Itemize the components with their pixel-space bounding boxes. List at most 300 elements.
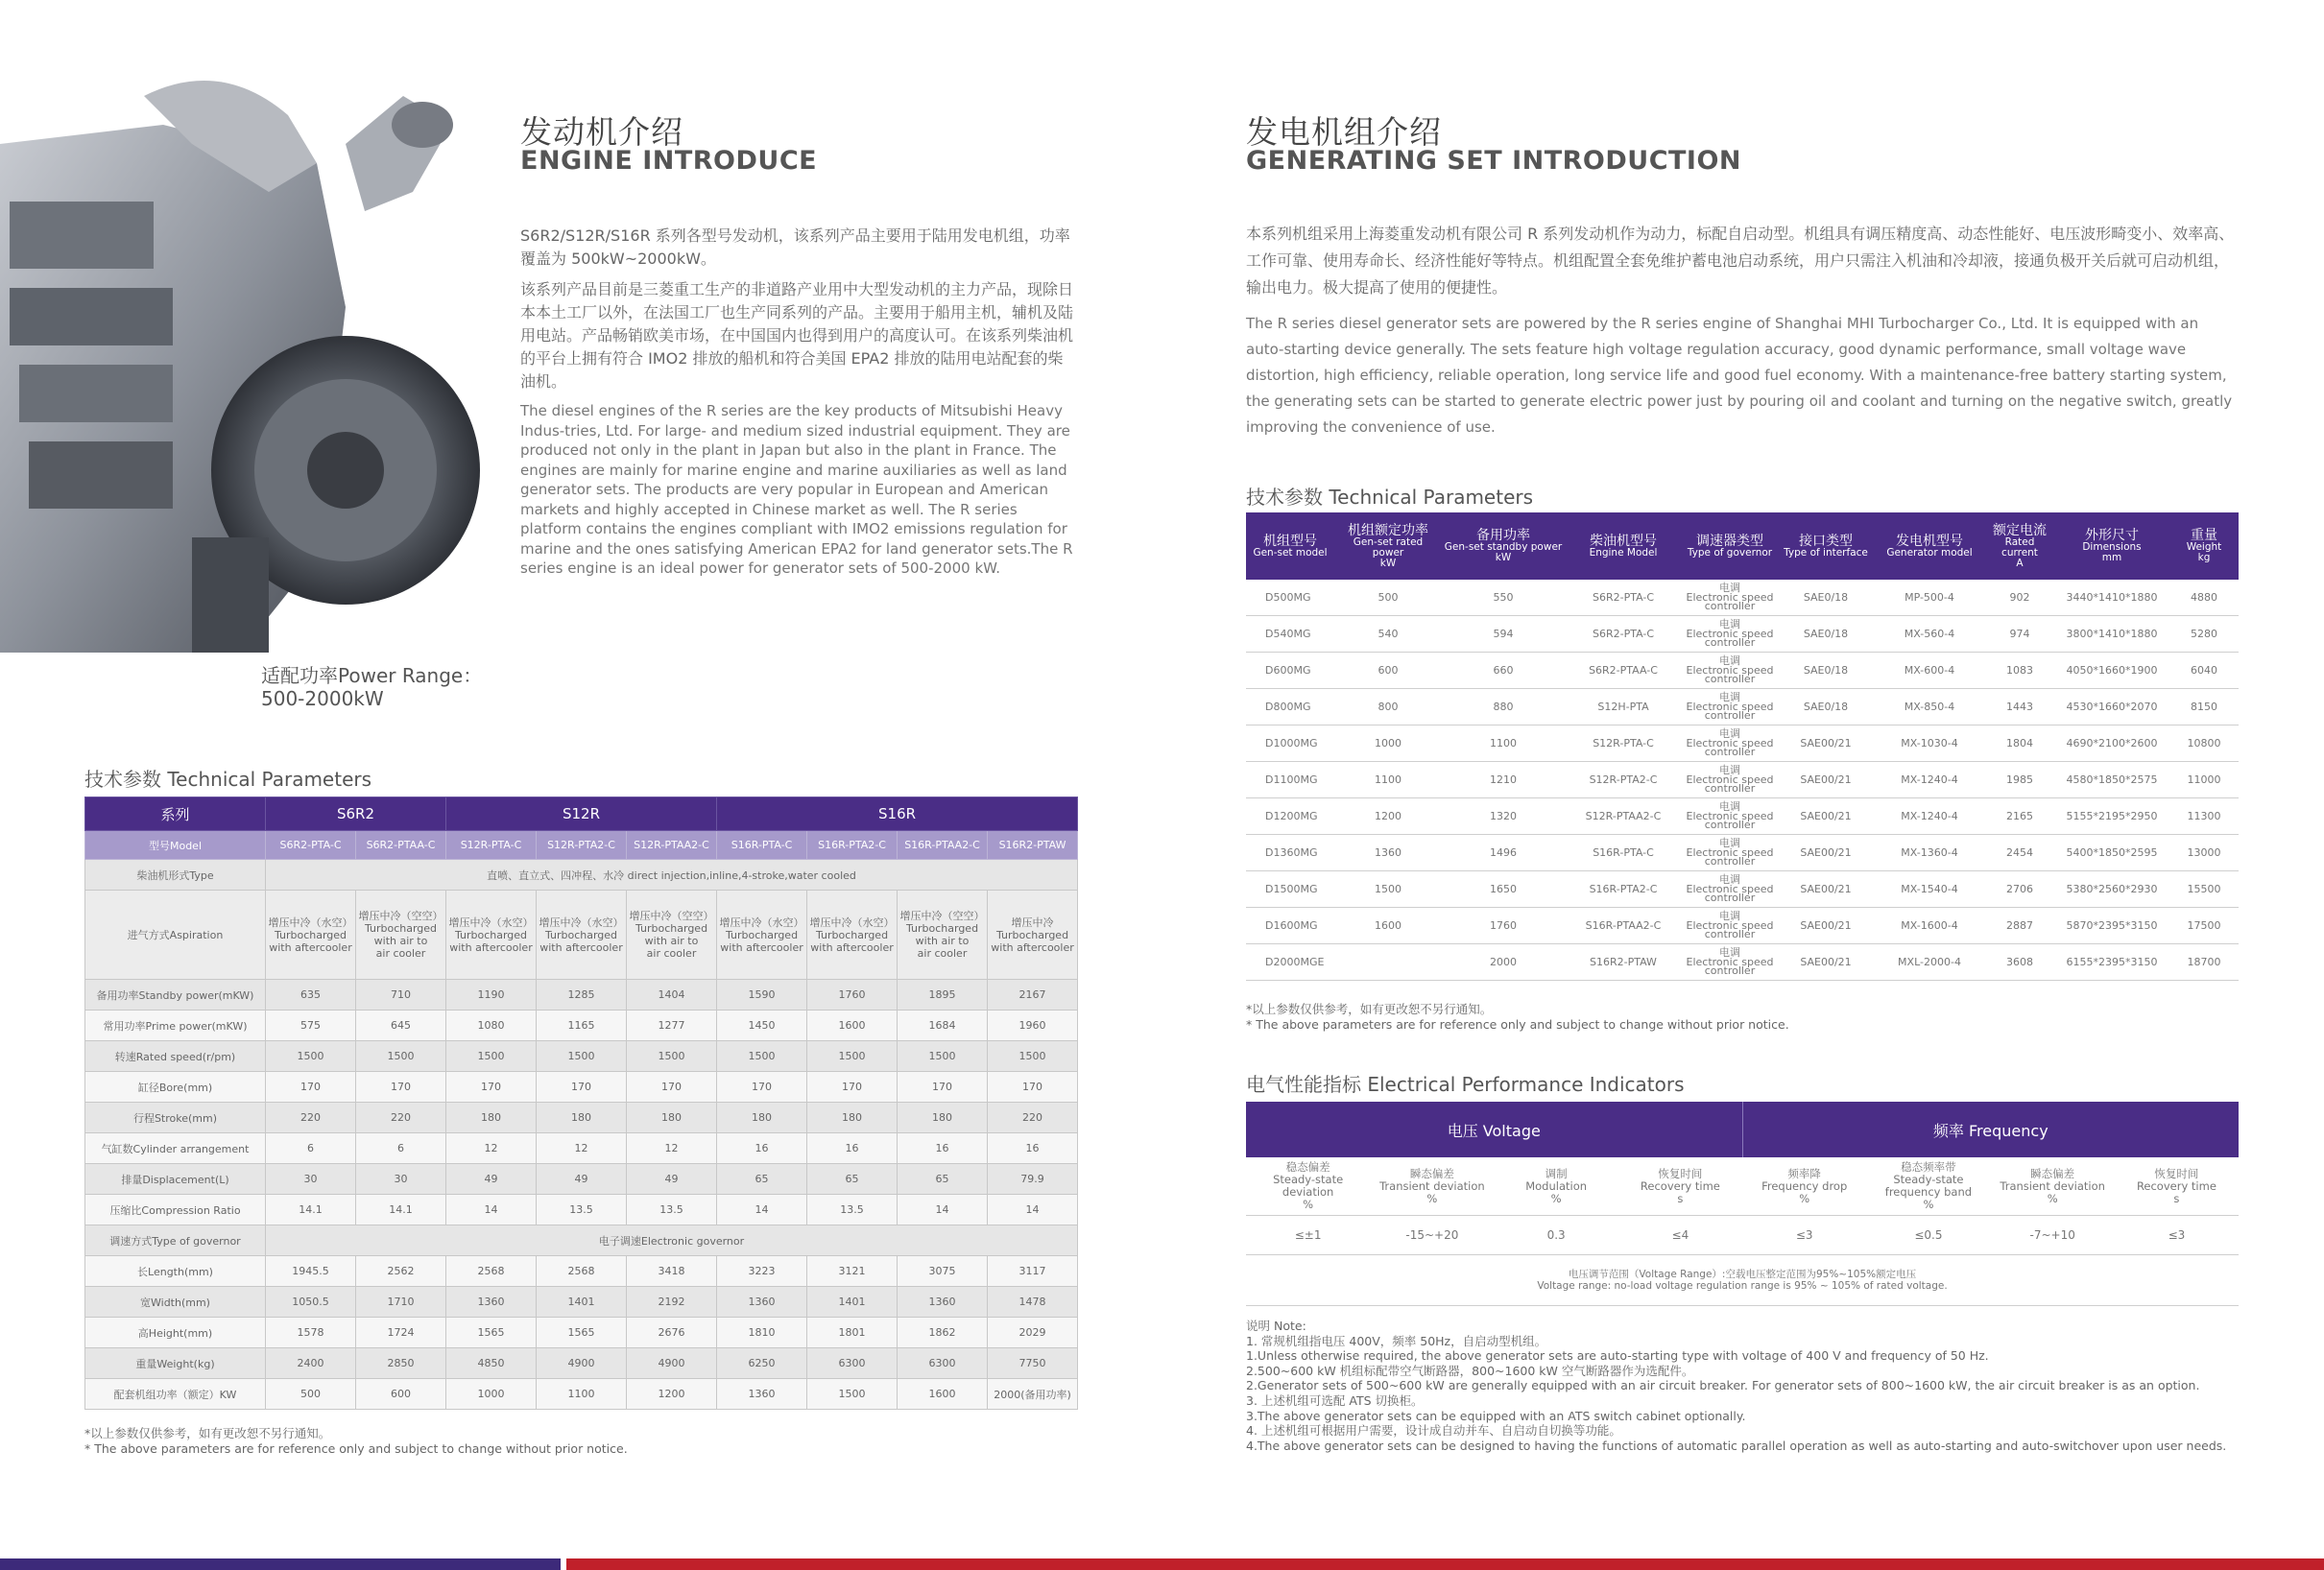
genset-cell: MX-560-4 [1874,616,1985,653]
aspiration-cell [537,891,627,980]
governor-line: controller [1704,600,1756,613]
note-line: 3.The above generator sets can be equipped with an ATS switch cabinet optionally. [1246,1408,1746,1423]
genset-cell: 2454 [1985,835,2054,871]
elec-value: ≤0.5 [1866,1216,1990,1255]
header-en: Generator model [1886,546,1973,559]
genset-cell: 6155*2395*3150 [2054,944,2169,981]
note-line: 3. 上述机组可选配 ATS 切换柜。 [1246,1392,1424,1408]
genset-cell: 1600 [1334,908,1442,944]
governor-line: 电调 [1719,800,1740,814]
elec-sub-line: 稳态频率带 [1901,1160,1956,1174]
genset-para-cn: 本系列机组采用上海菱重发动机有限公司 R 系列发动机作为动力，标配自启动型。机组具有调压精度高、动态性能好、电压波形畸变小、效率高、工作可靠、使用寿命长、经济性能好等特点。机组配置全套免维护蓄电池启动系统，用户只需注入机油和冷却液，接通负极开关后就可启动机组，输出电力。极大提高了使用的便捷性。 [1246,225,2235,297]
genset-cell: SAE00/21 [1778,908,1874,944]
genset-cell: 1760 [1442,908,1565,944]
genset-cell: 880 [1442,689,1565,726]
aspiration-line: Turbocharged [635,922,708,935]
param-value: 1500 [446,1041,537,1072]
aspiration-line: Turbocharged [905,922,979,935]
genset-col-header [1682,512,1778,580]
genset-col-header [2169,512,2239,580]
genset-cell: 10800 [2169,726,2239,762]
governor-cell [1682,798,1778,835]
series-0: S6R2 [266,797,446,831]
genset-cell: 974 [1985,616,2054,653]
param-value: 1000 [446,1379,537,1410]
governor-line: Electronic speed [1686,809,1774,822]
genset-cell: D1200MG [1246,798,1334,835]
genset-col-header [1985,512,2054,580]
param-row [85,1379,1078,1410]
elec-sub-line: Recovery time [2136,1178,2216,1193]
param-value: 710 [356,980,446,1011]
param-row [85,1256,1078,1287]
electrical-table [1246,1102,2239,1306]
notes-block [1246,1319,2226,1453]
footer-bar-red [566,1558,2324,1570]
param-value: 1960 [988,1011,1078,1041]
header-cn: 机组额定功率 [1348,522,1428,538]
param-value: 16 [898,1133,988,1164]
genset-cell: SAE00/21 [1778,835,1874,871]
param-value: 16 [988,1133,1078,1164]
header-cn: 重量 [2191,528,2217,543]
genset-cell: 1985 [1985,762,2054,798]
governor-cell [1682,580,1778,616]
governor-line: 电调 [1719,618,1740,631]
param-row [85,1164,1078,1195]
genset-cell: MX-1360-4 [1874,835,1985,871]
elec-sub-line: Transient deviation [2000,1178,2105,1193]
header-en: A [2016,557,2024,569]
genset-cell: 1443 [1985,689,2054,726]
param-row [85,1318,1078,1348]
genset-cell: 18700 [2169,944,2239,981]
genset-cell: 1320 [1442,798,1565,835]
genset-cell: 4580*1850*2575 [2054,762,2169,798]
param-label: 压缩比Compression Ratio [85,1195,266,1225]
genset-intro-title-en: GENERATING SET INTRODUCTION [1246,146,1742,176]
type-value: 直喷、直立式、四冲程、水冷 direct injection,inline,4-stroke,water cooled [266,860,1078,891]
aspiration-line: air cooler [646,947,697,960]
param-value: 3121 [807,1256,898,1287]
param-value: 4850 [446,1348,537,1379]
genset-row [1246,835,2239,871]
header-en: Gen-set rated power [1353,535,1424,559]
genset-cell: 13000 [2169,835,2239,871]
model-cell: S6R2-PTA-C [266,831,356,860]
param-value: 645 [356,1011,446,1041]
param-value: 1500 [266,1041,356,1072]
genset-cell: 2887 [1985,908,2054,944]
param-value: 6 [266,1133,356,1164]
genset-cell: MX-600-4 [1874,653,1985,689]
right-note-en: * The above parameters are for reference only and subject to change without prior notice. [1246,1016,1789,1032]
param-label: 宽Width(mm) [85,1287,266,1318]
aspiration-line: Turbocharged [725,928,799,941]
governor-line: Electronic speed [1686,955,1774,968]
governor-line: Electronic speed [1686,736,1774,749]
governor-cell [1682,616,1778,653]
genset-params-table [1246,512,2239,981]
genset-cell: 4530*1660*2070 [2054,689,2169,726]
param-value: 14 [988,1195,1078,1225]
aspiration-line: 增压中冷（空空） [899,910,985,922]
param-label: 转速Rated speed(r/pm) [85,1041,266,1072]
genset-cell: 5280 [2169,616,2239,653]
governor-cell [1682,835,1778,871]
voltage-header: 电压 Voltage [1246,1102,1742,1157]
param-label: 排量Displacement(L) [85,1164,266,1195]
param-value: 30 [356,1164,446,1195]
param-value: 1565 [446,1318,537,1348]
genset-row [1246,616,2239,653]
header-en: kW [1495,552,1512,563]
genset-cell: 1650 [1442,871,1565,908]
header-cn: 额定电流 [1993,522,2047,538]
genset-cell: 2706 [1985,871,2054,908]
param-value: 3075 [898,1256,988,1287]
param-value: 2568 [537,1256,627,1287]
aspiration-line: air cooler [917,947,968,960]
param-value: 1945.5 [266,1256,356,1287]
elec-sub-line: % [1799,1191,1810,1205]
param-value: 2676 [627,1318,717,1348]
elec-sub-line: Transient deviation [1379,1178,1485,1193]
governor-line: 电调 [1719,654,1740,668]
series-1: S12R [446,797,717,831]
note-line: 4. 上述机组可根据用户需要，设计成自动并车、自启动自切换等功能。 [1246,1423,1621,1439]
governor-line: controller [1704,855,1756,868]
genset-cell: MX-1030-4 [1874,726,1985,762]
left-note-cn: *以上参数仅供参考，如有更改恕不另行通知。 [84,1426,331,1440]
governor-line: controller [1704,964,1756,978]
governor-line: 电调 [1719,691,1740,704]
power-range-value: 500-2000kW [261,687,384,710]
right-note-cn: *以上参数仅供参考，如有更改恕不另行通知。 [1246,1002,1493,1016]
param-value: 79.9 [988,1164,1078,1195]
genset-cell: 5870*2395*3150 [2054,908,2169,944]
param-value: 14.1 [356,1195,446,1225]
param-value: 1360 [446,1287,537,1318]
genset-cell: 1804 [1985,726,2054,762]
header-cn: 调速器类型 [1696,533,1763,549]
note-line: 1. 常规机组指电压 400V，频率 50Hz，自启动型机组。 [1246,1333,1547,1348]
param-value: 49 [627,1164,717,1195]
param-value: 3117 [988,1256,1078,1287]
param-label: 气缸数Cylinder arrangement [85,1133,266,1164]
engine-para-1: S6R2/S12R/S16R 系列各型号发动机，该系列产品主要用于陆用发电机组，功率覆盖为 500kW~2000kW。 [520,226,1070,268]
param-value: 16 [717,1133,807,1164]
genset-cell: 4880 [2169,580,2239,616]
voltage-range-note [1246,1255,2239,1306]
governor-line: Electronic speed [1686,882,1774,895]
genset-row [1246,726,2239,762]
genset-cell: S6R2-PTA-C [1565,580,1682,616]
param-value: 1404 [627,980,717,1011]
param-value: 1450 [717,1011,807,1041]
genset-cell: 2000 [1442,944,1565,981]
param-value: 220 [356,1103,446,1133]
aspiration-cell [356,891,446,980]
aspiration-line: with aftercooler [269,940,352,954]
type-label: 柴油机形式Type [85,860,266,891]
governor-line: controller [1704,636,1756,650]
param-value: 1050.5 [266,1287,356,1318]
param-row [85,1041,1078,1072]
param-value: 1165 [537,1011,627,1041]
param-row [85,980,1078,1011]
param-value: 1500 [898,1041,988,1072]
genset-cell: 500 [1334,580,1442,616]
genset-cell: MX-1240-4 [1874,762,1985,798]
genset-cell: 1083 [1985,653,2054,689]
model-label: 型号Model [85,831,266,860]
genset-cell: SAE0/18 [1778,616,1874,653]
aspiration-line: 增压中冷 [1011,916,1054,929]
governor-line: 电调 [1719,837,1740,850]
genset-cell: 1500 [1334,871,1442,908]
param-value: 1862 [898,1318,988,1348]
aspiration-line: Turbocharged [815,928,889,941]
governor-line: 电调 [1719,582,1740,595]
param-value: 1600 [807,1011,898,1041]
genset-cell: 550 [1442,580,1565,616]
governor-line: controller [1704,782,1756,796]
governor-line: 电调 [1719,946,1740,960]
param-value: 16 [807,1133,898,1164]
param-value: 635 [266,980,356,1011]
param-value: 1500 [627,1041,717,1072]
genset-col-header [1778,512,1874,580]
genset-cell: 15500 [2169,871,2239,908]
param-value: 170 [988,1072,1078,1103]
param-value: 1500 [356,1041,446,1072]
elec-sub-header [1618,1157,1742,1216]
elec-sub-header [1495,1157,1618,1216]
param-value: 1760 [807,980,898,1011]
header-en: Type of governor [1687,546,1773,559]
engine-intro-text [520,225,1077,579]
genset-col-header [1334,512,1442,580]
param-value: 220 [266,1103,356,1133]
genset-cell: 660 [1442,653,1565,689]
header-en: mm [2101,552,2122,563]
governor-line: controller [1704,928,1756,941]
genset-cell: 17500 [2169,908,2239,944]
elec-sub-line: 频率降 [1787,1166,1821,1180]
elec-sub-line: Steady-state deviation [1273,1173,1344,1199]
genset-cell: S16R2-PTAW [1565,944,1682,981]
genset-cell: 1210 [1442,762,1565,798]
elec-value: ≤±1 [1246,1216,1370,1255]
aspiration-line: Turbocharged [995,928,1069,941]
genset-cell: 4690*2100*2600 [2054,726,2169,762]
governor-line: Electronic speed [1686,627,1774,640]
governor-line: Electronic speed [1686,700,1774,713]
elec-sub-line: Frequency drop [1761,1178,1848,1193]
param-value: 1285 [537,980,627,1011]
genset-cell: 4050*1660*1900 [2054,653,2169,689]
param-value: 180 [807,1103,898,1133]
genset-cell: D1100MG [1246,762,1334,798]
header-cn: 机组型号 [1263,533,1317,549]
aspiration-line: 增压中冷（水空） [268,916,353,929]
model-cell: S12R-PTAA2-C [627,831,717,860]
elec-sub-header [1866,1157,1990,1216]
governor-line: 电调 [1719,873,1740,887]
param-value: 1100 [537,1379,627,1410]
governor-line: Electronic speed [1686,845,1774,859]
header-en: Gen-set standby power [1444,541,1563,553]
genset-row [1246,798,2239,835]
genset-cell: 3608 [1985,944,2054,981]
param-value: 14 [717,1195,807,1225]
genset-para-en: The R series diesel generator sets are powered by the R series engine of Shanghai MHI Turbocharger Co., Ltd. It is equipped with an auto-starting device generally. The sets feature high voltage regulation accuracy, good dynamic performance, small voltage wave distortion, high efficiency, reliable operation, long service life and good fuel economy. With a maintenance-free battery starting system, the generating sets can be started to generate electric power just by pouring oil and coolant and turning on the negative switch, greatly improving the convenience of use. [1246,315,2233,436]
aspiration-row [85,891,1078,980]
governor-line: 电调 [1719,764,1740,777]
elec-value: ≤3 [1742,1216,1866,1255]
genset-cell: 5380*2560*2930 [2054,871,2169,908]
genset-cell: 5400*1850*2595 [2054,835,2169,871]
param-value: 170 [537,1072,627,1103]
param-value: 6 [356,1133,446,1164]
param-value: 1500 [807,1379,898,1410]
aspiration-cell [717,891,807,980]
elec-sub-line: Recovery time [1640,1178,1720,1193]
series-label: 系列 [85,797,266,831]
governor-cell [1682,653,1778,689]
param-value: 1478 [988,1287,1078,1318]
genset-cell: D1000MG [1246,726,1334,762]
elec-sub-line: 恢复时间 [1658,1166,1703,1180]
param-value: 220 [988,1103,1078,1133]
genset-cell: SAE00/21 [1778,798,1874,835]
param-row [85,1133,1078,1164]
genset-cell: D540MG [1246,616,1334,653]
engine-para-en: The diesel engines of the R series are the key products of Mitsubishi Heavy Indus-tries, Ltd. For large- and medium sized industrial equipment. They are produced not only in the plant in Japan but also in the plant in France. The engines are mainly for marine engine and marine auxiliaries as well as land generator sets. The products are very popular in European and American markets and highly accepted in Chinese market as well. The R series platform contains the engines compliant with IMO2 emissions regulation for marine and the ones satisfying American EPA2 for land generator sets.The R series engine is an ideal power for generator sets of 500-2000 kW. [520,402,1073,577]
param-value: 170 [627,1072,717,1103]
aspiration-line: Turbocharged [274,928,347,941]
governor-line: controller [1704,746,1756,759]
header-cn: 外形尺寸 [2085,528,2139,543]
genset-cell: S12R-PTA2-C [1565,762,1682,798]
elec-value: -7~+10 [1991,1216,2115,1255]
voltage-range-cn: 电压调节范围（Voltage Range）:空载电压整定范围为95%~105%额定电压 [1568,1269,1917,1280]
elec-value: ≤3 [2115,1216,2239,1255]
param-value: 1500 [537,1041,627,1072]
aspiration-line: Turbocharged [544,928,618,941]
genset-cell: S6R2-PTAA-C [1565,653,1682,689]
model-cell: S16R-PTAA2-C [898,831,988,860]
model-cell: S6R2-PTAA-C [356,831,446,860]
note-line: 1.Unless otherwise required, the above generator sets are auto-starting type with voltage of 400 V and frequency of 50 Hz. [1246,1348,1989,1364]
param-value: 170 [807,1072,898,1103]
genset-cell: 902 [1985,580,2054,616]
param-value: 1500 [988,1041,1078,1072]
genset-cell: S12H-PTA [1565,689,1682,726]
param-label: 长Length(mm) [85,1256,266,1287]
genset-cell: 800 [1334,689,1442,726]
param-value: 600 [356,1379,446,1410]
genset-cell: SAE00/21 [1778,726,1874,762]
elec-sub-line: 瞬态偏差 [1409,1166,1454,1180]
genset-cell: 600 [1334,653,1442,689]
header-en: Type of interface [1784,546,1868,559]
genset-cell: SAE00/21 [1778,944,1874,981]
param-value: 2568 [446,1256,537,1287]
genset-intro-text [1246,221,2240,440]
param-value: 1360 [717,1287,807,1318]
param-value: 12 [627,1133,717,1164]
genset-cell: MX-1540-4 [1874,871,1985,908]
aspiration-line: with air to [373,935,428,947]
genset-cell: SAE0/18 [1778,653,1874,689]
model-cell: S16R2-PTAW [988,831,1078,860]
series-2: S16R [717,797,1078,831]
param-value: 1200 [627,1379,717,1410]
genset-cell: 1000 [1334,726,1442,762]
param-label: 备用功率Standby power(mKW) [85,980,266,1011]
genset-row [1246,762,2239,798]
note-line: 2.500~600 kW 机组标配带空气断路器，800~1600 kW 空气断路器作为选配件。 [1246,1363,1694,1378]
param-value: 4900 [537,1348,627,1379]
governor-line: 电调 [1719,727,1740,741]
param-value: 1590 [717,980,807,1011]
header-cn: 柴油机型号 [1590,533,1657,549]
elec-sub-line: % [1923,1198,1934,1211]
param-label: 配套机组功率（额定）KW [85,1379,266,1410]
power-range [261,664,482,710]
genset-row [1246,580,2239,616]
genset-cell: SAE0/18 [1778,689,1874,726]
elec-sub-line: 恢复时间 [2154,1166,2199,1180]
elec-sub-header [1370,1157,1494,1216]
governor-cell [1682,762,1778,798]
aspiration-line: air cooler [375,947,426,960]
param-value: 1401 [537,1287,627,1318]
param-value: 49 [446,1164,537,1195]
param-value: 1360 [898,1287,988,1318]
genset-cell: D1600MG [1246,908,1334,944]
governor-line: controller [1704,673,1756,686]
genset-cell [1334,944,1442,981]
genset-cell: S16R-PTAA2-C [1565,908,1682,944]
genset-cell: D600MG [1246,653,1334,689]
genset-cell: 1100 [1442,726,1565,762]
type-row [85,860,1078,891]
param-value: 575 [266,1011,356,1041]
genset-cell: 11000 [2169,762,2239,798]
aspiration-line: with aftercooler [449,940,533,954]
param-row [85,1011,1078,1041]
param-label: 缸径Bore(mm) [85,1072,266,1103]
genset-cell: 5155*2195*2950 [2054,798,2169,835]
param-row [85,1195,1078,1225]
governor-cell [1682,871,1778,908]
genset-cell: 6040 [2169,653,2239,689]
elec-sub-line: % [1303,1198,1314,1211]
param-value: 2000(备用功率) [988,1379,1078,1410]
genset-cell: MX-850-4 [1874,689,1985,726]
aspiration-line: with air to [915,935,970,947]
aspiration-line: with aftercooler [991,940,1074,954]
param-row [85,1348,1078,1379]
header-en: Rated current [2001,535,2038,559]
param-value: 4900 [627,1348,717,1379]
elec-sub-line: s [2173,1191,2180,1205]
genset-cell: S6R2-PTA-C [1565,616,1682,653]
genset-col-header [2054,512,2169,580]
